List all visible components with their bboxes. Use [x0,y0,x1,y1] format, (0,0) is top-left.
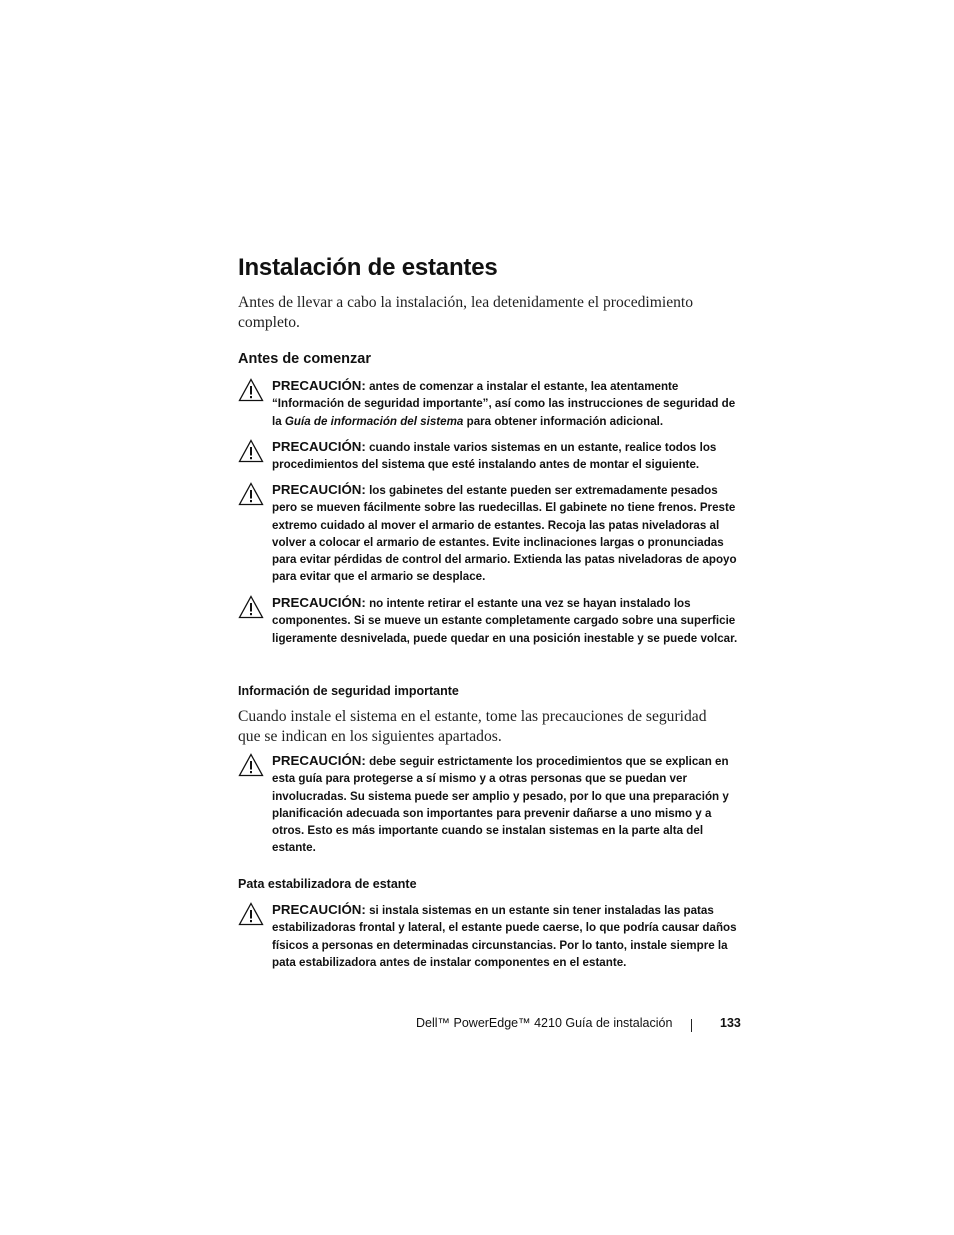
subheading-pata-estabilizadora: Pata estabilizadora de estante [238,877,417,891]
caution-label: PRECAUCIÓN: [272,902,366,917]
caution-text: antes de comenzar a instalar el estante, lea atentamente “Información de seguridad importante”, así como las instrucciones de seguridad de la [272,380,736,428]
intro-paragraph: Antes de llevar a cabo la instalación, lea detenidamente el procedimiento completo. [238,294,694,331]
warning-triangle-icon [238,753,264,777]
page-number: 133 [720,1016,741,1030]
warning-triangle-icon [238,439,264,463]
page-title: Instalación de estantes [238,254,498,281]
caution-text: si instala sistemas en un estante sin tener instaladas las patas estabilizadoras frontal y lateral, el estante puede caerse, lo que podría causar daños físicos a personas en determinadas circunstancias. Por lo tanto, instale siempre la pata estabilizadora antes de instalar componentes en el estante. [272,904,737,969]
warning-triangle-icon [238,482,264,506]
caution-label: PRECAUCIÓN: [272,595,366,610]
footer-product-title: Dell™ PowerEdge™ 4210 Guía de instalación [416,1016,673,1030]
caution-label: PRECAUCIÓN: [272,439,366,454]
caution-text: cuando instale varios sistemas en un estante, realice todos los procedimientos del sistema que esté instalando antes de montar el siguiente. [272,441,717,472]
caution-block [238,752,738,857]
caution-text: debe seguir estrictamente los procedimientos que se explican en esta guía para protegerse a sí mismo y a otras personas que se puedan ver involucradas. Su sistema puede ser amplio y pesado, por lo que una preparación y planificación adecuada son importantes para prevenir dañarse a uno mismo y a otros. Esto es más importante cuando se instalan sistemas en la parte alta del estante. [272,755,729,855]
caution-label: PRECAUCIÓN: [272,378,366,393]
caution-block [238,594,738,647]
caution-text: no intente retirar el estante una vez se hayan instalado los componentes. Si se mueve un estante completamente cargado sobre una superficie ligeramente desnivelada, puede quedar en una posición inestable y se puede volcar. [272,597,738,645]
caution-text-end: para obtener información adicional. [466,414,664,428]
caution-block [238,481,738,586]
warning-triangle-icon [238,902,264,926]
safety-paragraph: Cuando instale el sistema en el estante, tome las precauciones de seguridad que se indican en los siguientes apartados. [238,708,707,745]
section-heading-antes-de-comenzar: Antes de comenzar [238,351,371,367]
caution-text-italic: Guía de información del sistema [284,414,464,428]
caution-block [238,901,738,971]
subheading-informacion-seguridad: Información de seguridad importante [238,684,459,698]
warning-triangle-icon [238,595,264,619]
caution-block [238,438,738,474]
caution-text: los gabinetes del estante pueden ser extremadamente pesados pero se mueven fácilmente sobre las ruedecillas. El gabinete no tiene frenos. Preste extremo cuidado al mover el armario de estantes. Recoja las patas niveladoras al volver a colocar el armario de estantes. Evite inclinaciones largas o pronunciadas para evitar pérdidas de control del armario. Extienda las patas niveladoras de apoyo para evitar que el armario se desplace. [272,484,737,584]
caution-label: PRECAUCIÓN: [272,753,366,768]
warning-triangle-icon [238,378,264,402]
footer-separator [691,1019,692,1032]
caution-block [238,377,738,430]
caution-label: PRECAUCIÓN: [272,482,366,497]
